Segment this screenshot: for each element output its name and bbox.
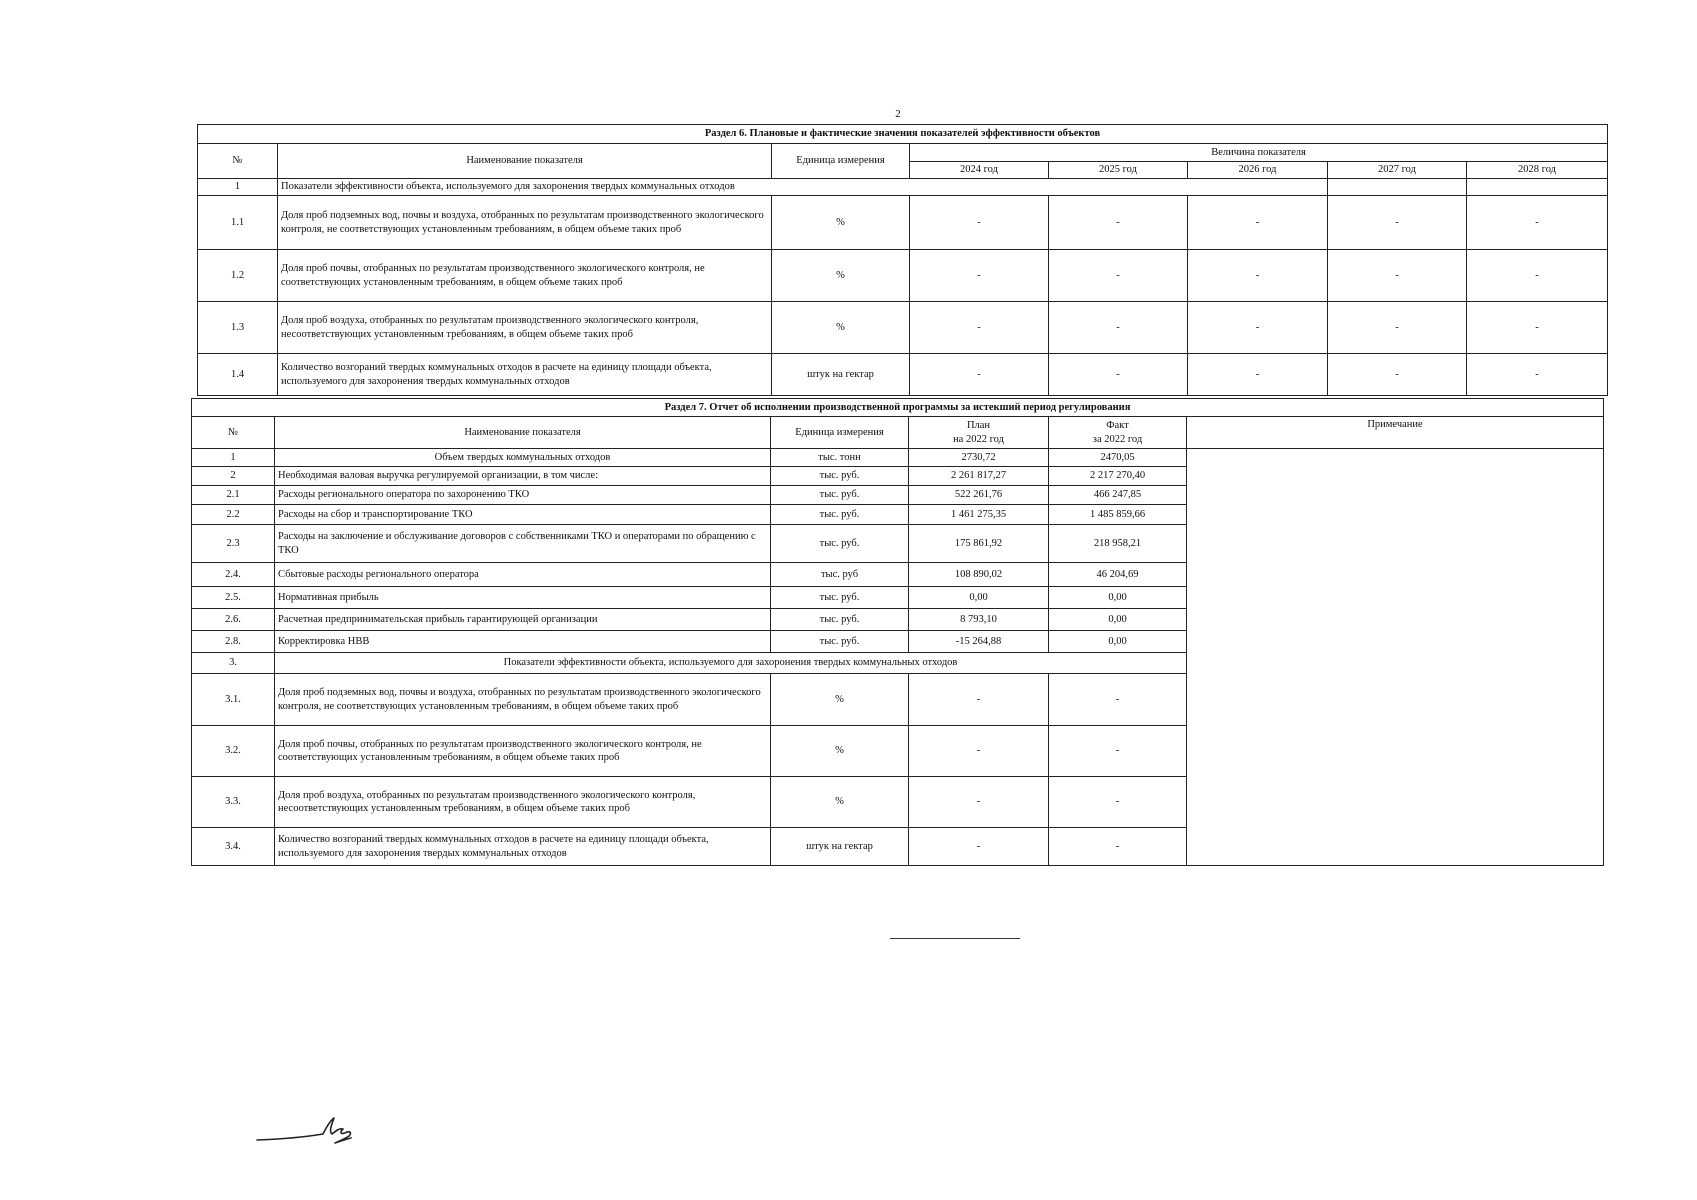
- row-name: Доля проб воздуха, отобранных по результатам производственного экологического контроля, несоответствующих установленным требованиям, в общем объеме таких проб: [275, 777, 771, 828]
- row-unit: тыс. руб.: [771, 486, 909, 505]
- row-plan: -15 264,88: [909, 631, 1049, 653]
- row-num: 3.4.: [192, 828, 275, 866]
- row-value: -: [1049, 196, 1188, 250]
- empty-cell: [1467, 179, 1608, 196]
- header-unit: Единица измерения: [772, 144, 910, 179]
- row-num: 1.2: [198, 250, 278, 302]
- row-value: -: [1049, 250, 1188, 302]
- row-unit: тыс. руб.: [771, 467, 909, 486]
- row-unit: %: [771, 726, 909, 777]
- row-unit: тыс. руб: [771, 563, 909, 587]
- row-value: -: [1328, 354, 1467, 396]
- row-plan: -: [909, 828, 1049, 866]
- empty-cell: [1328, 179, 1467, 196]
- row-name: Количество возгораний твердых коммунальных отходов в расчете на единицу площади объекта, используемого для захоронения твердых коммунальных отходов: [275, 828, 771, 866]
- row-name: Расходы на сбор и транспортирование ТКО: [275, 505, 771, 525]
- row-name: Доля проб подземных вод, почвы и воздуха, отобранных по результатам производственного экологического контроля, не соответствующих установленным требованиям, в общем объеме таких проб: [275, 674, 771, 726]
- row-num: 3.: [192, 653, 275, 674]
- row-name: Расходы на заключение и обслуживание договоров с собственниками ТКО и операторами по обращению с ТКО: [275, 525, 771, 563]
- table-row: [198, 250, 1608, 302]
- row-unit: тыс. тонн: [771, 449, 909, 467]
- row-num: 3.2.: [192, 726, 275, 777]
- row-fact: 2 217 270,40: [1049, 467, 1187, 486]
- row-num: 2.5.: [192, 587, 275, 609]
- row-fact: -: [1049, 777, 1187, 828]
- row-fact: 1 485 859,66: [1049, 505, 1187, 525]
- row-num: 3.3.: [192, 777, 275, 828]
- row-name: Сбытовые расходы регионального оператора: [275, 563, 771, 587]
- header-plan: [909, 417, 1049, 449]
- row-num: 1.4: [198, 354, 278, 396]
- row-num: 2.8.: [192, 631, 275, 653]
- table-row: [198, 302, 1608, 354]
- header-year: 2026 год: [1188, 162, 1328, 179]
- table-row: [198, 179, 1608, 196]
- row-unit: тыс. руб.: [771, 525, 909, 563]
- row-fact: 2470,05: [1049, 449, 1187, 467]
- table-row: [192, 449, 1604, 467]
- row-num: 2.4.: [192, 563, 275, 587]
- header-value: Величина показателя: [910, 144, 1608, 162]
- row-value: -: [1467, 302, 1608, 354]
- section7-table: [191, 398, 1604, 866]
- row-num: 1.1: [198, 196, 278, 250]
- row-name: Корректировка НВВ: [275, 631, 771, 653]
- row-unit: тыс. руб.: [771, 505, 909, 525]
- header-name: Наименование показателя: [275, 417, 771, 449]
- section6-table: [197, 124, 1608, 396]
- row-name: Показатели эффективности объекта, используемого для захоронения твердых коммунальных отходов: [278, 179, 1328, 196]
- header-year: 2027 год: [1328, 162, 1467, 179]
- row-unit: штук на гектар: [771, 828, 909, 866]
- row-unit: %: [772, 196, 910, 250]
- row-unit: тыс. руб.: [771, 631, 909, 653]
- header-plan-line2: на 2022 год: [953, 433, 1004, 445]
- row-plan: 175 861,92: [909, 525, 1049, 563]
- row-name: Доля проб почвы, отобранных по результатам производственного экологического контроля, не соответствующих установленным требованиям, в общем объеме таких проб: [278, 250, 772, 302]
- row-name: Доля проб почвы, отобранных по результатам производственного экологического контроля, не соответствующих установленным требованиям, в общем объеме таких проб: [275, 726, 771, 777]
- row-unit: %: [771, 674, 909, 726]
- row-num: 3.1.: [192, 674, 275, 726]
- row-name: Количество возгораний твердых коммунальных отходов в расчете на единицу площади объекта, используемого для захоронения твердых коммунальных отходов: [278, 354, 772, 396]
- row-num: 2.1: [192, 486, 275, 505]
- row-fact: 46 204,69: [1049, 563, 1187, 587]
- row-unit: тыс. руб.: [771, 609, 909, 631]
- header-unit: Единица измерения: [771, 417, 909, 449]
- row-num: 1.3: [198, 302, 278, 354]
- row-value: -: [1467, 196, 1608, 250]
- row-value: -: [910, 250, 1049, 302]
- separator-line: [890, 938, 1020, 939]
- row-name: Расходы регионального оператора по захоронению ТКО: [275, 486, 771, 505]
- row-name: Нормативная прибыль: [275, 587, 771, 609]
- note-cell: [1187, 449, 1604, 866]
- table-row: [198, 196, 1608, 250]
- header-year: 2025 год: [1049, 162, 1188, 179]
- row-num: 1: [198, 179, 278, 196]
- row-plan: -: [909, 777, 1049, 828]
- header-note: Примечание: [1187, 417, 1604, 449]
- section6-title: Раздел 6. Плановые и фактические значения показателей эффективности объектов: [198, 125, 1608, 144]
- row-name: Объем твердых коммунальных отходов: [275, 449, 771, 467]
- header-name: Наименование показателя: [278, 144, 772, 179]
- row-value: -: [1467, 354, 1608, 396]
- row-plan: 8 793,10: [909, 609, 1049, 631]
- row-fact: 0,00: [1049, 631, 1187, 653]
- row-unit: %: [772, 302, 910, 354]
- row-plan: 1 461 275,35: [909, 505, 1049, 525]
- header-fact-line2: за 2022 год: [1092, 433, 1143, 445]
- row-unit: %: [772, 250, 910, 302]
- row-name: Доля проб подземных вод, почвы и воздуха, отобранных по результатам производственного экологического контроля, не соответствующих установленным требованиям, в общем объеме таких проб: [278, 196, 772, 250]
- row-value: -: [1188, 302, 1328, 354]
- row-fact: -: [1049, 828, 1187, 866]
- row-value: -: [910, 354, 1049, 396]
- row-plan: -: [909, 674, 1049, 726]
- row-num: 2: [192, 467, 275, 486]
- header-year: 2028 год: [1467, 162, 1608, 179]
- row-value: -: [1328, 302, 1467, 354]
- row-plan: 2 261 817,27: [909, 467, 1049, 486]
- row-plan: 2730,72: [909, 449, 1049, 467]
- row-fact: 218 958,21: [1049, 525, 1187, 563]
- row-fact: 0,00: [1049, 609, 1187, 631]
- header-fact: [1049, 417, 1187, 449]
- row-value: -: [1049, 302, 1188, 354]
- row-value: -: [910, 302, 1049, 354]
- row-num: 2.2: [192, 505, 275, 525]
- row-num: 2.3: [192, 525, 275, 563]
- section7-title: Раздел 7. Отчет об исполнении производственной программы за истекший период регулирования: [192, 399, 1604, 417]
- row-plan: 108 890,02: [909, 563, 1049, 587]
- header-num: №: [198, 144, 278, 179]
- header-year: 2024 год: [910, 162, 1049, 179]
- row-value: -: [1049, 354, 1188, 396]
- header-num: №: [192, 417, 275, 449]
- row-value: -: [1328, 196, 1467, 250]
- row-fact: -: [1049, 674, 1187, 726]
- row-value: -: [1188, 250, 1328, 302]
- row-name: Расчетная предпринимательская прибыль гарантирующей организации: [275, 609, 771, 631]
- row-value: -: [1328, 250, 1467, 302]
- row-unit: штук на гектар: [772, 354, 910, 396]
- row-unit: тыс. руб.: [771, 587, 909, 609]
- row-plan: 522 261,76: [909, 486, 1049, 505]
- row-value: -: [1188, 354, 1328, 396]
- row-value: -: [910, 196, 1049, 250]
- header-plan-line1: План: [966, 420, 991, 432]
- row-name: Необходимая валовая выручка регулируемой организации, в том числе:: [275, 467, 771, 486]
- signature: [255, 1108, 375, 1148]
- row-name: Показатели эффективности объекта, используемого для захоронения твердых коммунальных отходов: [275, 653, 1187, 674]
- row-name: Доля проб воздуха, отобранных по результатам производственного экологического контроля, несоответствующих установленным требованиям, в общем объеме таких проб: [278, 302, 772, 354]
- row-fact: -: [1049, 726, 1187, 777]
- header-fact-line1: Факт: [1106, 420, 1129, 432]
- row-value: -: [1467, 250, 1608, 302]
- row-unit: %: [771, 777, 909, 828]
- row-plan: 0,00: [909, 587, 1049, 609]
- table-row: [198, 354, 1608, 396]
- row-plan: -: [909, 726, 1049, 777]
- row-num: 1: [192, 449, 275, 467]
- row-fact: 0,00: [1049, 587, 1187, 609]
- row-fact: 466 247,85: [1049, 486, 1187, 505]
- row-num: 2.6.: [192, 609, 275, 631]
- row-value: -: [1188, 196, 1328, 250]
- page-number: 2: [895, 108, 901, 120]
